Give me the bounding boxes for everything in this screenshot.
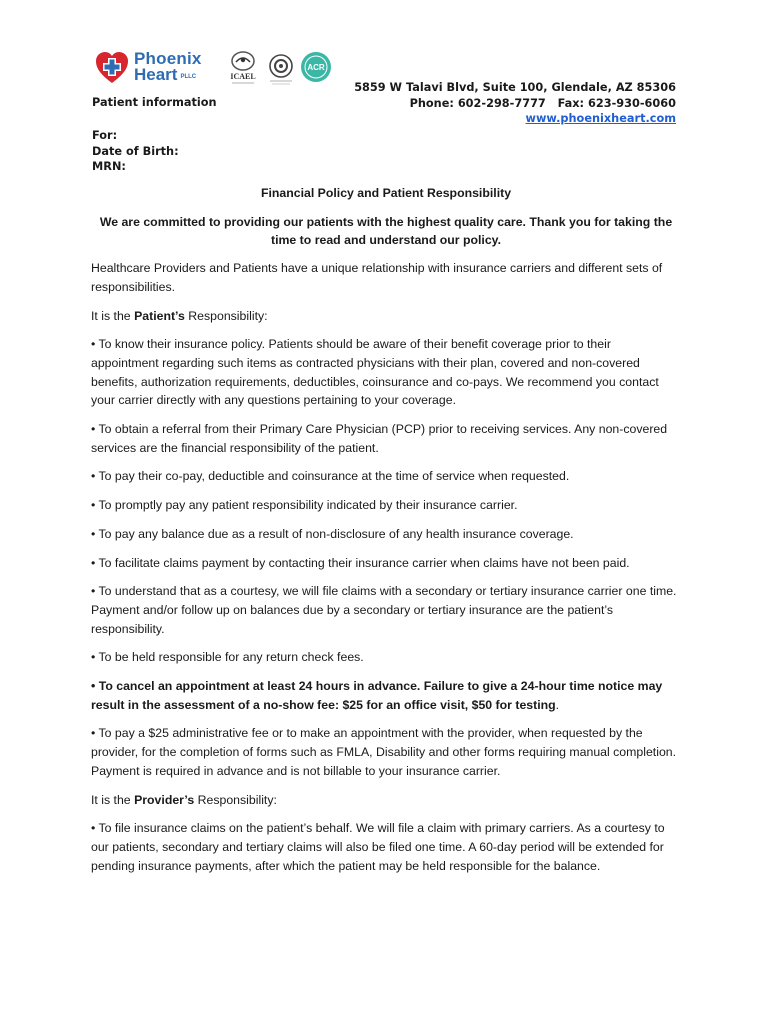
patient-fields bbox=[92, 128, 179, 175]
bullet-cancellation bbox=[91, 677, 681, 714]
bullet-copay: • To pay their co-pay, deductible and coinsurance at the time of service when requested. bbox=[91, 469, 570, 484]
bullet-secondary-claims: • To understand that as a courtesy, we will file claims with a secondary or tertiary insurance carrier one time. Payment and/or follow up on balances due by a secondary or tertiary insurance are the patient’s responsibility. bbox=[91, 584, 677, 636]
mrn-field-label: MRN: bbox=[92, 160, 126, 174]
acr-badge bbox=[300, 50, 332, 84]
bullet-return-check: • To be held responsible for any return check fees. bbox=[91, 650, 364, 665]
dob-field-label: Date of Birth: bbox=[92, 144, 179, 158]
bullet-admin-fee: • To pay a $25 administrative fee or to make an appointment with the provider, when requested by the provider, for the completion of forms such as FMLA, Disability and other forms requiring manual completion. Payment is required in advance and is not billable to your insurance carrier. bbox=[91, 726, 677, 778]
bullet-file-claims: • To file insurance claims on the patient’s behalf. We will file a claim with primary carriers. As a courtesy to our patients, secondary and tertiary claims will also be filed one time. A 60-day period will be extended for pending insurance payments, after which the patient may be held responsible for the balance. bbox=[91, 821, 665, 873]
icael-badge bbox=[226, 50, 260, 86]
policy-content bbox=[91, 184, 681, 885]
phone-fax-line: Phone: 602-298-7777 Fax: 623-930-6060 bbox=[409, 96, 676, 110]
address-line: 5859 W Talavi Blvd, Suite 100, Glendale, AZ 85306 bbox=[354, 81, 676, 94]
heading-bold: Provider’s bbox=[134, 792, 195, 807]
intro-statement: We are committed to providing our patients with the highest quality care. Thank you for taking the time to read and understand our policy. bbox=[99, 214, 673, 248]
heading-bold: Patient’s bbox=[134, 308, 185, 323]
patient-information-label: Patient information bbox=[92, 96, 217, 109]
bullet-referral: • To obtain a referral from their Primary Care Physician (PCP) prior to receiving services. Any non-covered services are the financial responsibility of the patient. bbox=[91, 422, 668, 455]
logo-line1: Phoenix bbox=[134, 49, 202, 68]
website-link[interactable]: www.phoenixheart.com bbox=[525, 112, 676, 125]
for-field-label: For: bbox=[92, 129, 118, 142]
provider-responsibility-heading bbox=[91, 791, 681, 810]
contact-address-block bbox=[354, 80, 676, 127]
heading-pre: It is the bbox=[91, 308, 135, 323]
cancellation-tail: . bbox=[555, 697, 560, 712]
heart-cross-logo-icon bbox=[94, 50, 130, 86]
patient-responsibility-heading bbox=[91, 307, 681, 326]
cancellation-bold-text: • To cancel an appointment at least 24 hours in advance. Failure to give a 24-hour time notice may result in the assessment of a no-show fee: $25 for an office visit, $50 for testing bbox=[91, 679, 663, 712]
acr-label: ACR bbox=[307, 63, 325, 72]
icael-seal-icon bbox=[226, 50, 260, 86]
logo-line2: Heart bbox=[134, 65, 178, 84]
bullet-claims-payment: • To facilitate claims payment by contacting their insurance carrier when claims have not been paid. bbox=[91, 555, 630, 570]
phoenix-heart-logo bbox=[94, 50, 202, 86]
heading-post: Responsibility: bbox=[194, 792, 277, 807]
relationship-paragraph: Healthcare Providers and Patients have a unique relationship with insurance carriers and different sets of responsibilities. bbox=[91, 261, 663, 294]
heading-post: Responsibility: bbox=[184, 308, 268, 323]
accreditation-seal bbox=[266, 50, 296, 86]
bullet-non-disclosure: • To pay any balance due as a result of non-disclosure of any health insurance coverage. bbox=[91, 526, 574, 541]
bullet-insurance-policy: • To know their insurance policy. Patients should be aware of their benefit coverage prior to their appointment regarding such items as contracted physicians with their plan, covered and non-covered benefits, authorization requirements, deductibles, coinsurance and co-pays. We recommend you contact your carrier directly with any questions pertaining to your coverage. bbox=[91, 337, 659, 408]
heading-pre: It is the bbox=[91, 792, 135, 807]
logo-suffix: PLLC bbox=[180, 74, 197, 80]
document-title: Financial Policy and Patient Responsibility bbox=[260, 186, 512, 200]
bullet-prompt-pay: • To promptly pay any patient responsibility indicated by their insurance carrier. bbox=[91, 498, 518, 513]
circular-seal-icon bbox=[266, 50, 296, 86]
acr-seal-icon bbox=[300, 50, 332, 84]
icael-label: ICAEL bbox=[230, 72, 256, 81]
